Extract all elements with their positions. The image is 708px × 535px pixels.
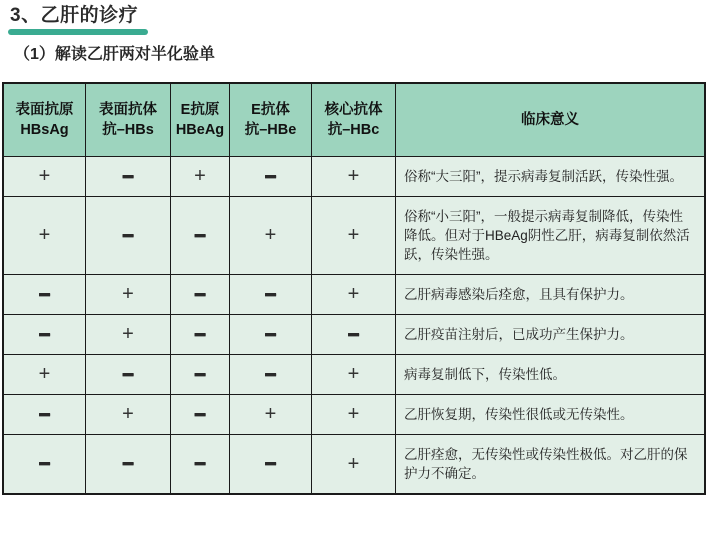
sign-cell: − — [171, 355, 230, 394]
sign-cell: + — [312, 197, 396, 274]
sign-cell: + — [230, 197, 312, 274]
title-underline — [8, 29, 148, 35]
header-cell-hbsag — [4, 84, 86, 156]
sign-cell: − — [312, 315, 396, 354]
table-row — [4, 275, 704, 315]
sign-cell: + — [312, 157, 396, 196]
table-row — [4, 355, 704, 395]
sign-cell: − — [230, 355, 312, 394]
sign-cell: + — [312, 435, 396, 493]
sign-cell: − — [4, 395, 86, 434]
sign-cell: − — [230, 315, 312, 354]
sign-cell: − — [4, 315, 86, 354]
header-label-cn: 核心抗体 — [324, 102, 383, 118]
sign-cell: − — [171, 435, 230, 493]
serology-table — [2, 82, 706, 495]
meaning-cell: 病毒复制低下，传染性低。 — [396, 355, 704, 394]
meaning-cell: 乙肝病毒感染后痊愈，且具有保护力。 — [396, 275, 704, 314]
sign-cell: + — [171, 157, 230, 196]
sign-cell: + — [312, 395, 396, 434]
header-label-cn: E抗体 — [251, 102, 290, 118]
page-title: 3、乙肝的诊疗 — [10, 5, 139, 26]
meaning-cell: 俗称“大三阳”，提示病毒复制活跃，传染性强。 — [396, 157, 704, 196]
sign-cell: − — [230, 157, 312, 196]
sign-cell: − — [86, 197, 171, 274]
sign-cell: + — [86, 395, 171, 434]
sign-cell: − — [86, 355, 171, 394]
sign-cell: + — [86, 315, 171, 354]
sign-cell: + — [4, 157, 86, 196]
sign-cell: + — [4, 355, 86, 394]
table-body — [4, 157, 704, 493]
header-label-cn: E抗原 — [180, 102, 220, 118]
sign-cell: − — [86, 435, 171, 493]
header-cell-anti-hbs — [86, 84, 171, 156]
sign-cell: − — [171, 395, 230, 434]
header-label-cn: 临床意义 — [521, 112, 579, 128]
table-row — [4, 435, 704, 493]
sign-cell: − — [86, 157, 171, 196]
table-row — [4, 315, 704, 355]
sign-cell: − — [171, 197, 230, 274]
table-header-row — [4, 84, 704, 157]
table-row — [4, 197, 704, 275]
sign-cell: + — [312, 355, 396, 394]
sign-cell: + — [230, 395, 312, 434]
table-row — [4, 157, 704, 197]
header-cell-meaning — [396, 84, 704, 156]
header-label-en: HBsAg — [20, 122, 69, 138]
header-cell-anti-hbc — [312, 84, 396, 156]
sign-cell: + — [312, 275, 396, 314]
header-cell-hbeag — [171, 84, 230, 156]
sign-cell: − — [171, 275, 230, 314]
header-label-en: HBeAg — [175, 122, 225, 138]
sign-cell: − — [171, 315, 230, 354]
sign-cell: − — [4, 435, 86, 493]
header-label-en: 抗–HBc — [327, 122, 380, 138]
meaning-cell: 俗称“小三阳”，一般提示病毒复制降低，传染性降低。但对于HBeAg阴性乙肝，病毒复制依然活跃，传染性强。 — [396, 197, 704, 274]
header-label-cn: 表面抗体 — [99, 102, 157, 118]
header-label-cn: 表面抗原 — [15, 102, 74, 118]
sign-cell: + — [4, 197, 86, 274]
header-label-en: 抗–HBs — [102, 122, 154, 138]
header-cell-anti-hbe — [230, 84, 312, 156]
meaning-cell: 乙肝痊愈，无传染性或传染性极低。对乙肝的保护力不确定。 — [396, 435, 704, 493]
document-page — [0, 5, 708, 495]
meaning-cell: 乙肝恢复期，传染性很低或无传染性。 — [396, 395, 704, 434]
sign-cell: − — [230, 435, 312, 493]
sign-cell: − — [4, 275, 86, 314]
sign-cell: + — [86, 275, 171, 314]
meaning-cell: 乙肝疫苗注射后，已成功产生保护力。 — [396, 315, 704, 354]
sign-cell: − — [230, 275, 312, 314]
header-label-en: 抗–HBe — [244, 122, 297, 138]
table-row — [4, 395, 704, 435]
page-subtitle: （1）解读乙肝两对半化验单 — [14, 46, 215, 63]
